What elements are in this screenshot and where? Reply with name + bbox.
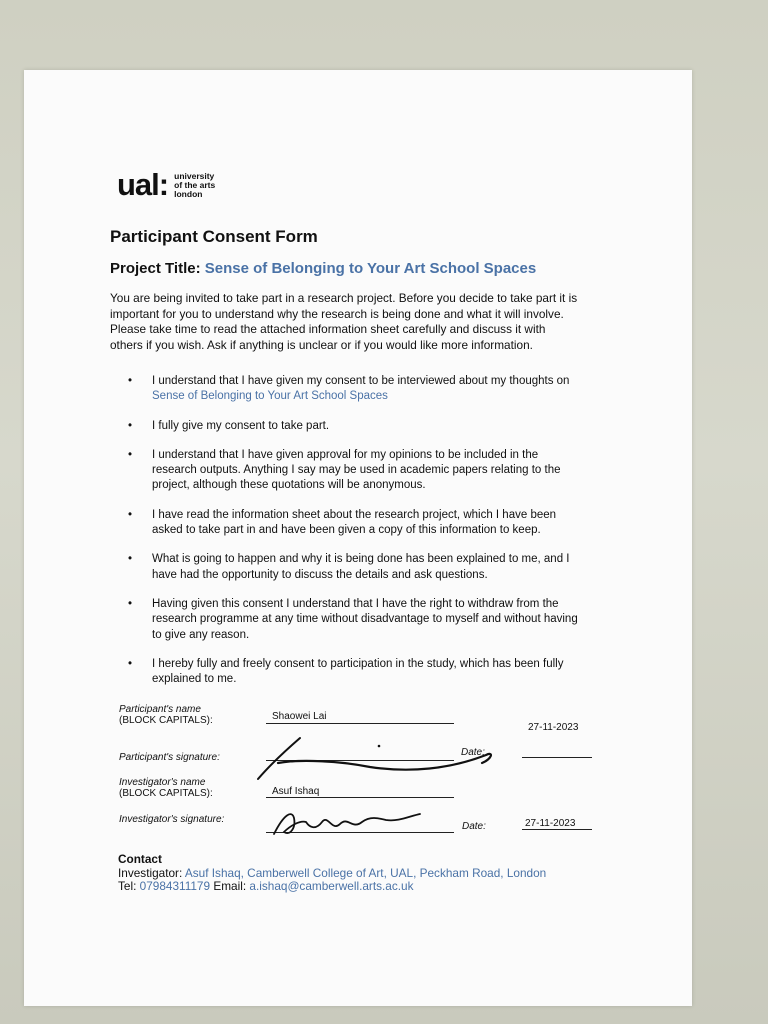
bullet-icon: • — [128, 419, 133, 432]
logo-wordmark — [174, 172, 215, 199]
investigator-signature-label: Investigator's signature: — [119, 814, 225, 825]
consent-statement — [128, 448, 583, 494]
statement-text: I understand that I have given my consent to be interviewed about my thoughts on — [152, 375, 570, 387]
project-title-label: Project Title: — [110, 260, 201, 277]
statement-text: Having given this consent I understand that I have the right to withdraw from the research programme at any time without disadvantage to myself and without having to give any reason. — [152, 597, 578, 641]
participant-signature-scribble — [250, 733, 500, 785]
label-line: Participant's name — [119, 704, 201, 715]
logo-line: of the arts — [174, 179, 216, 190]
statement-text: I understand that I have given approval for my opinions to be included in the research outputs. Anything I say may be used in academic papers relating to the project, although these quotations will be anonymous. — [152, 448, 561, 492]
bullet-icon: • — [128, 508, 133, 521]
form-title: Participant Consent Form — [110, 227, 318, 246]
participant-date-label: Date: — [461, 747, 485, 758]
participant-name-line — [266, 723, 454, 724]
consent-statement — [128, 657, 583, 688]
investigator-name-label — [119, 777, 213, 799]
investigator-date-line — [522, 829, 592, 830]
investigator-date-value: 27-11-2023 — [525, 818, 576, 829]
statement-text: I hereby fully and freely consent to participation in the study, which has been fully explained to me. — [152, 657, 564, 686]
contact-investigator — [118, 867, 546, 881]
contact-investigator-label: Investigator: — [118, 865, 185, 880]
statement-text: I have read the information sheet about the research project, which I have been asked to take part in and have been given a copy of this information to keep. — [152, 508, 557, 537]
logo-line: london — [174, 188, 203, 199]
contact-tel-label: Tel: — [118, 879, 140, 893]
consent-statements — [128, 374, 583, 701]
statement-project-link: Sense of Belonging to Your Art School Spaces — [152, 390, 388, 403]
contact-block — [118, 853, 546, 894]
investigator-name-value: Asuf Ishaq — [272, 786, 320, 797]
label-line: (BLOCK CAPITALS): — [119, 715, 213, 726]
project-title-line — [110, 260, 536, 277]
intro-paragraph: You are being invited to take part in a research project. Before you decide to take part it is important for you to understand why the research is being done and what it will involve. Please take time to read the attached information sheet carefully and discuss it with others if you wish. Ask if anything is unclear or if you would like more information. — [110, 291, 578, 352]
participant-name-label — [119, 704, 213, 726]
label-line: Investigator's name — [119, 777, 206, 788]
contact-email-value: a.ishaq@camberwell.arts.ac.uk — [249, 879, 414, 893]
participant-date-value: 27-11-2023 — [528, 722, 579, 733]
logo-line: university — [174, 170, 215, 181]
participant-signature-label: Participant's signature: — [119, 752, 220, 763]
consent-statement — [128, 597, 583, 643]
investigator-date-label: Date: — [462, 821, 486, 832]
consent-statement — [128, 419, 583, 434]
consent-statement — [128, 374, 583, 405]
contact-tel-value: 07984311179 — [139, 879, 211, 893]
label-line: (BLOCK CAPITALS): — [119, 788, 213, 799]
bullet-icon: • — [128, 553, 133, 566]
contact-investigator-value: Asuf Ishaq, Camberwell College of Art, UAL, Peckham Road, London — [184, 865, 547, 880]
consent-statement — [128, 508, 583, 539]
project-title-value: Sense of Belonging to Your Art School Spaces — [204, 260, 537, 277]
logo-mark: ual: — [117, 167, 169, 202]
contact-heading: Contact — [118, 852, 162, 866]
participant-name-value: Shaowei Lai — [272, 711, 327, 722]
statement-text: I fully give my consent to take part. — [152, 419, 330, 432]
bullet-icon: • — [128, 375, 133, 387]
ual-logo — [117, 167, 215, 203]
consent-statement — [128, 552, 583, 583]
statement-text: What is going to happen and why it is being done has been explained to me, and I have had the opportunity to discuss the details and ask questions. — [152, 553, 570, 581]
contact-email-label: Email: — [210, 879, 250, 893]
contact-tel-email — [118, 880, 546, 894]
participant-date-line — [522, 757, 592, 758]
bullet-icon: • — [128, 597, 133, 610]
bullet-icon: • — [128, 657, 133, 670]
investigator-name-line — [266, 797, 454, 798]
investigator-signature-scribble — [270, 808, 440, 840]
bullet-icon: • — [128, 448, 133, 461]
